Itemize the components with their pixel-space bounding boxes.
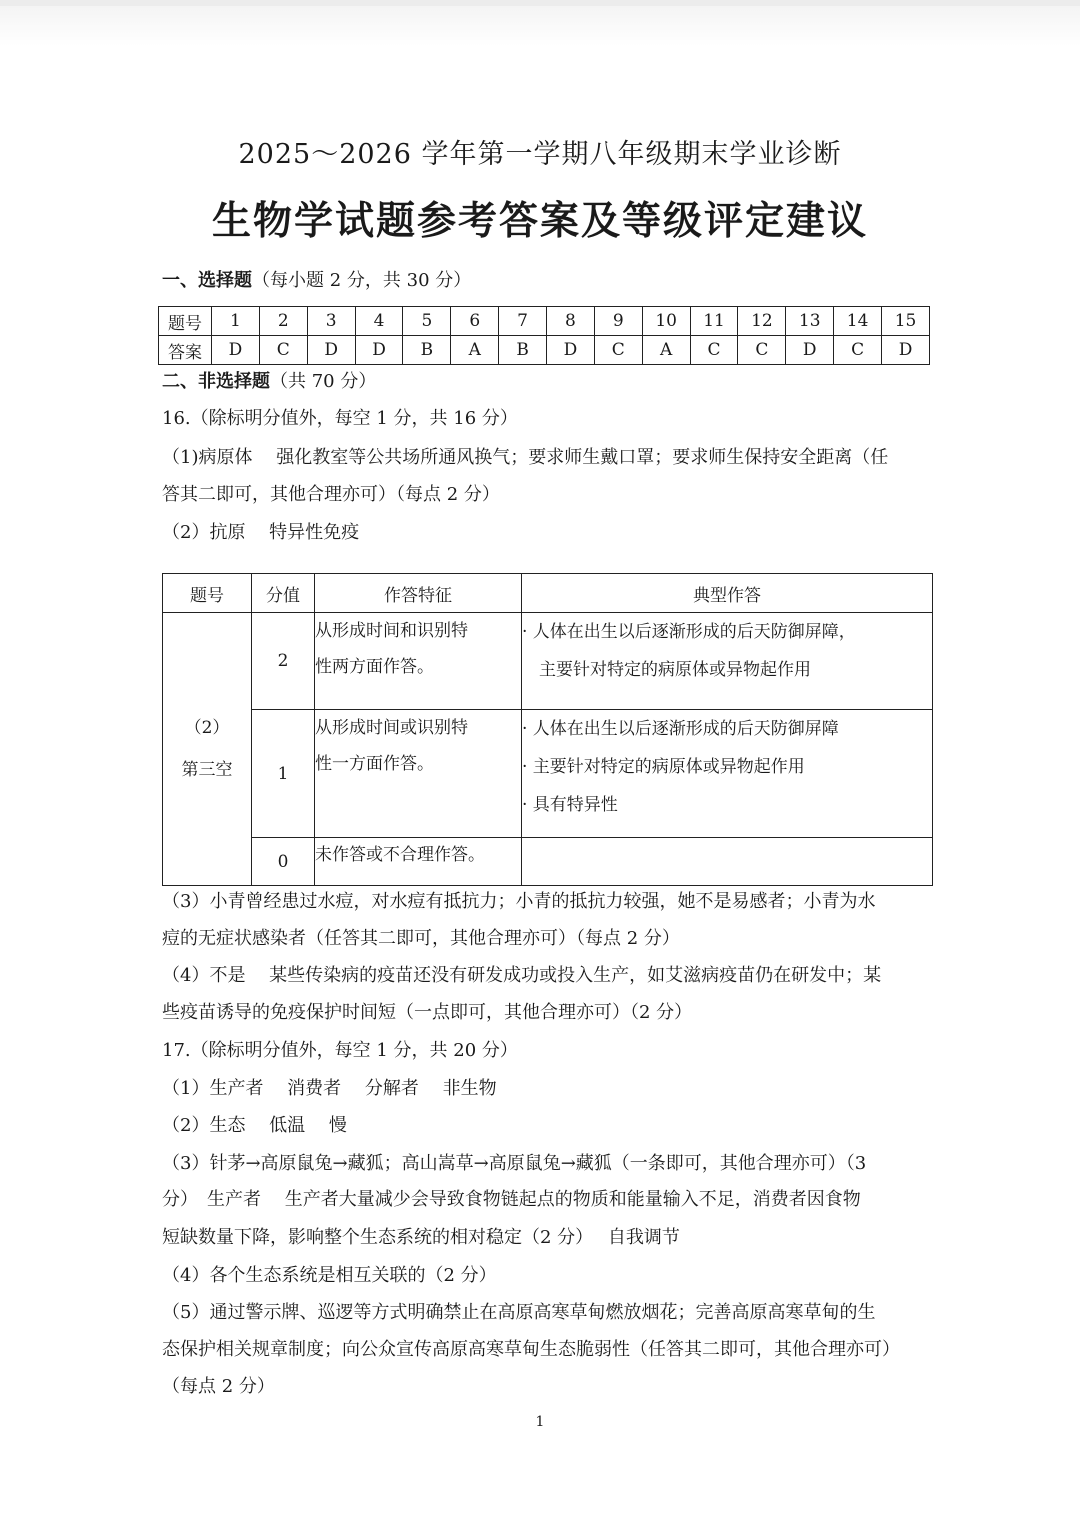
answer-row (159, 336, 930, 365)
rubric-typical-answer (522, 613, 933, 710)
page-top-shadow (0, 6, 1080, 46)
answer-cell: A (642, 336, 690, 365)
q16-part1-line1: （1)病原体 强化教室等公共场所通风换气；要求师生戴口罩；要求师生保持安全距离（任 (162, 447, 889, 468)
q16-part1-line2: 答其二即可，其他合理亦可）（每点 2 分） (162, 484, 500, 505)
question-number: 13 (786, 307, 834, 336)
rubric-feature-line: 从形成时间和识别特 (315, 621, 468, 641)
rubric-feature-line: 从形成时间或识别特 (315, 718, 468, 738)
q16-part4-line1: （4）不是 某些传染病的疫苗还没有研发成功或投入生产，如艾滋病疫苗仍在研发中；某 (162, 965, 882, 986)
rubric-question-cell (163, 613, 252, 886)
answer-cell: C (834, 336, 882, 365)
q16-heading: 16.（除标明分值外，每空 1 分，共 16 分） (162, 408, 518, 429)
rubric-question-sub: 第三空 (181, 760, 233, 780)
rubric-feature (315, 710, 522, 838)
answer-cell: C (594, 336, 642, 365)
section1-heading: 一、选择题 (162, 270, 252, 291)
page-number: 1 (535, 1414, 545, 1430)
section2-header (162, 372, 376, 392)
question-number: 11 (690, 307, 738, 336)
rubric-feature-line: 性两方面作答。 (315, 657, 434, 677)
answer-cell: B (403, 336, 451, 365)
question-number: 4 (355, 307, 403, 336)
rubric-feature-line: 性一方面作答。 (315, 754, 434, 774)
row-label-number: 题号 (159, 307, 212, 336)
rubric-typical-line: 主要针对特定的病原体或异物起作用 (522, 660, 811, 680)
question-number: 10 (642, 307, 690, 336)
q17-part4: （4）各个生态系统是相互关联的（2 分） (162, 1265, 497, 1286)
answer-cell: D (882, 336, 930, 365)
question-number: 3 (307, 307, 355, 336)
rubric-row-score-1 (163, 710, 933, 838)
answer-cell: D (547, 336, 595, 365)
q16-part4-line2: 些疫苗诱导的免疫保护时间短（一点即可，其他合理亦可）（2 分） (162, 1002, 693, 1023)
section2-heading: 二、非选择题 (162, 371, 270, 392)
rubric-header-feature: 作答特征 (315, 574, 522, 613)
question-number: 5 (403, 307, 451, 336)
rubric-row-score-0 (163, 838, 933, 886)
rubric-feature: 未作答或不合理作答。 (315, 838, 522, 886)
q16-part3-line2: 痘的无症状感染者（任答其二即可，其他合理亦可）（每点 2 分） (162, 928, 680, 949)
q17-part5-line1: （5）通过警示牌、巡逻等方式明确禁止在高原高寒草甸燃放烟花；完善高原高寒草甸的生 (162, 1302, 876, 1323)
section1-header (162, 271, 471, 291)
answer-cell: C (690, 336, 738, 365)
question-number: 7 (499, 307, 547, 336)
question-number: 15 (882, 307, 930, 336)
rubric-typical-line: · 人体在出生以后逐渐形成的后天防御屏障 (522, 719, 839, 739)
rubric-typical-line: · 主要针对特定的病原体或异物起作用 (522, 757, 805, 777)
answer-cell: C (259, 336, 307, 365)
rubric-header-typical: 典型作答 (522, 574, 933, 613)
grading-rubric-table (162, 573, 933, 886)
q17-part5-line3: （每点 2 分） (162, 1376, 275, 1397)
question-number: 12 (738, 307, 786, 336)
rubric-score: 1 (252, 710, 315, 838)
q16-part2: （2）抗原 特异性免疫 (162, 522, 360, 543)
answer-cell: D (786, 336, 834, 365)
answer-cell: B (499, 336, 547, 365)
document-title: 生物学试题参考答案及等级评定建议 (211, 199, 868, 244)
rubric-score: 0 (252, 838, 315, 886)
rubric-typical-answer (522, 710, 933, 838)
answer-cell: D (355, 336, 403, 365)
question-number: 6 (451, 307, 499, 336)
answer-cell: D (212, 336, 260, 365)
q17-part3-line3: 短缺数量下降，影响整个生态系统的相对稳定（2 分） 自我调节 (162, 1227, 680, 1248)
question-number: 2 (259, 307, 307, 336)
rubric-typical-answer-empty (522, 838, 933, 886)
rubric-score: 2 (252, 613, 315, 710)
rubric-header-row (163, 574, 933, 613)
q17-heading: 17.（除标明分值外，每空 1 分，共 20 分） (162, 1040, 518, 1061)
answer-cell: A (451, 336, 499, 365)
question-number: 14 (834, 307, 882, 336)
exam-subtitle: 2025～2026 学年第一学期八年级期末学业诊断 (238, 139, 842, 170)
rubric-header-question: 题号 (163, 574, 252, 613)
section1-note: （每小题 2 分，共 30 分） (252, 270, 472, 291)
rubric-feature (315, 613, 522, 710)
q17-part3-line1: （3）针茅→高原鼠兔→藏狐；高山嵩草→高原鼠兔→藏狐（一条即可，其他合理亦可）（3 (162, 1153, 867, 1174)
q17-part1: （1）生产者 消费者 分解者 非生物 (162, 1078, 497, 1099)
rubric-header-score: 分值 (252, 574, 315, 613)
question-number: 8 (547, 307, 595, 336)
q17-part2: （2）生态 低温 慢 (162, 1115, 347, 1136)
section2-note: （共 70 分） (270, 371, 377, 392)
q17-part5-line2: 态保护相关规章制度；向公众宣传高原高寒草甸生态脆弱性（任答其二即可，其他合理亦可） (162, 1339, 900, 1360)
rubric-typical-line: · 人体在出生以后逐渐形成的后天防御屏障， (522, 622, 856, 642)
question-number: 1 (212, 307, 260, 336)
rubric-row-score-2 (163, 613, 933, 710)
q17-part3-line2: 分） 生产者 生产者大量减少会导致食物链起点的物质和能量输入不足，消费者因食物 (162, 1189, 861, 1210)
multiple-choice-answer-table (158, 306, 930, 365)
rubric-question-label: （2） (184, 718, 230, 738)
q16-part3-line1: （3）小青曾经患过水痘，对水痘有抵抗力；小青的抵抗力较强，她不是易感者；小青为水 (162, 891, 876, 912)
answer-cell: D (307, 336, 355, 365)
question-number: 9 (594, 307, 642, 336)
rubric-typical-line: · 具有特异性 (522, 795, 618, 815)
answer-cell: C (738, 336, 786, 365)
row-label-answer: 答案 (159, 336, 212, 365)
question-number-row (159, 307, 930, 336)
